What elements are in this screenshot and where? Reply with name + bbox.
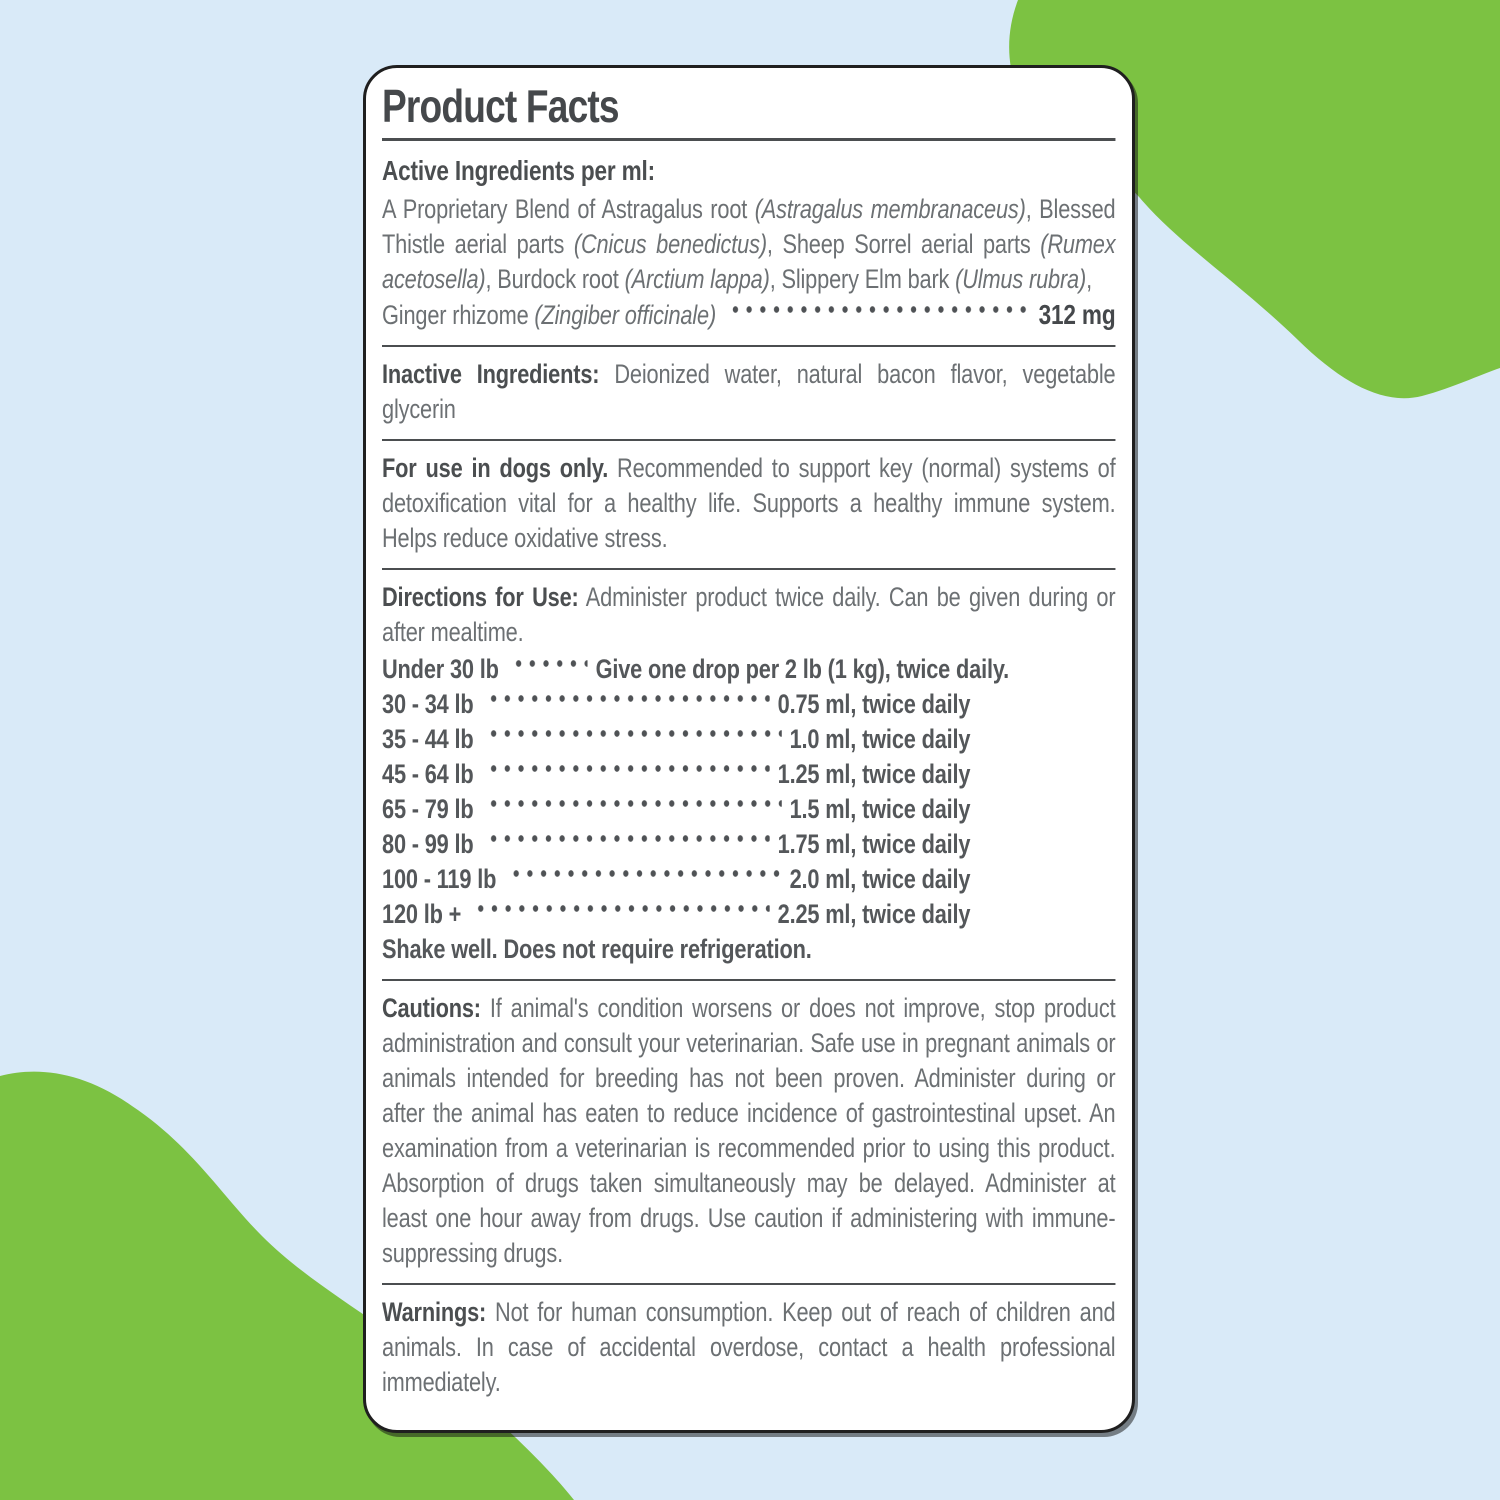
- inactive-ingredients-text: Deionized water, natural bacon flavor, vegetable glycerin: [382, 359, 1116, 425]
- weight-range: 35 - 44 lb: [382, 724, 474, 755]
- active-ingredients-blend: [382, 192, 1115, 297]
- usage-label: For use in dogs only.: [382, 453, 609, 484]
- botanical-name: (Cnicus benedictus): [573, 229, 767, 260]
- dose-value: Give one drop per 2 lb (1 kg), twice daily.: [595, 654, 1010, 685]
- dosage-row: [382, 652, 1115, 687]
- botanical-name: (Ulmus rubra): [955, 264, 1087, 295]
- dose-value: 1.5 ml, twice daily: [789, 794, 971, 825]
- dose-value: 0.75 ml, twice daily: [777, 689, 971, 720]
- warnings-label: Warnings:: [382, 1297, 487, 1328]
- directions-intro-text: Administer product twice daily. Can be given during or after mealtime.: [382, 582, 1116, 648]
- weight-range: 120 lb +: [382, 899, 462, 930]
- weight-range: 30 - 34 lb: [382, 689, 474, 720]
- blend-text: , Blessed Thistle aerial parts: [382, 194, 1116, 260]
- title-rule: [382, 138, 1115, 141]
- botanical-name: (Zingiber officinale): [534, 300, 717, 331]
- section-divider: [382, 1283, 1115, 1285]
- blend-text: , Sheep Sorrel aerial parts: [766, 229, 1041, 260]
- dosage-table: [382, 652, 1115, 932]
- section-divider: [382, 345, 1115, 347]
- dot-leader: [483, 757, 769, 792]
- blend-text: Ginger rhizome: [382, 300, 535, 331]
- dosage-row: [382, 687, 1115, 722]
- weight-range: 80 - 99 lb: [382, 829, 474, 860]
- weight-range: 100 - 119 lb: [382, 864, 497, 895]
- panel-title: Product Facts: [382, 80, 619, 132]
- shake-well-note: Shake well. Does not require refrigeration.: [382, 934, 812, 965]
- active-ingredients-heading: Active Ingredients per ml:: [382, 155, 655, 187]
- section-divider: [382, 979, 1115, 981]
- cautions-label: Cautions:: [382, 993, 481, 1024]
- botanical-name: (Arctium lappa): [624, 264, 770, 295]
- dot-leader: [508, 652, 587, 687]
- amount-row-label: [382, 298, 716, 333]
- dosage-row: [382, 792, 1115, 827]
- weight-range: 65 - 79 lb: [382, 794, 474, 825]
- dot-leader: [483, 792, 781, 827]
- section-divider: [382, 439, 1115, 441]
- section-directions: [382, 580, 1115, 967]
- active-amount-value: 312 mg: [1038, 299, 1116, 331]
- inactive-ingredients-paragraph: [382, 357, 1115, 427]
- warnings-paragraph: [382, 1295, 1115, 1400]
- active-amount-row: [382, 297, 1115, 333]
- usage-paragraph: [382, 451, 1115, 556]
- blend-text: ,: [1086, 264, 1092, 295]
- dose-value: 1.0 ml, twice daily: [789, 724, 971, 755]
- warnings-text: Not for human consumption. Keep out of reach of children and animals. In case of accidental overdose, contact a health professional immediately.: [382, 1297, 1116, 1398]
- cautions-text: If animal's condition worsens or does not improve, stop product administration and consult your veterinarian. Safe use in pregnant animals or animals intended for breeding has not been proven. Administer during or after the animal has eaten to reduce incidence of gastrointestinal upset. An examination from a veterinarian is recommended prior to using this product. Absorption of drugs taken simultaneously may be delayed. Administer at least one hour away from drugs. Use caution if administering with immune-suppressing drugs.: [382, 993, 1116, 1269]
- dot-leader: [483, 722, 781, 757]
- dosage-row: [382, 827, 1115, 862]
- dot-leader: [471, 897, 770, 932]
- dose-value: 2.0 ml, twice daily: [789, 864, 971, 895]
- blend-text: , Burdock root: [485, 264, 625, 295]
- usage-text: Recommended to support key (normal) systems of detoxification vital for a healthy life. Supports a healthy immune system. Helps reduce oxidative stress.: [382, 453, 1116, 554]
- cautions-paragraph: [382, 991, 1115, 1271]
- blend-text: A Proprietary Blend of Astragalus root: [382, 194, 755, 225]
- directions-label: Directions for Use:: [382, 582, 579, 613]
- dosage-row: [382, 862, 1115, 897]
- botanical-name: (Rumex acetosella): [382, 229, 1116, 295]
- dosage-row: [382, 897, 1115, 932]
- dose-value: 1.25 ml, twice daily: [777, 759, 971, 790]
- product-facts-panel: [363, 65, 1135, 1433]
- dot-leader: [483, 687, 769, 722]
- dose-value: 2.25 ml, twice daily: [777, 899, 971, 930]
- dot-leader: [726, 297, 1031, 333]
- dosage-row: [382, 722, 1115, 757]
- inactive-ingredients-label: Inactive Ingredients:: [382, 359, 600, 390]
- weight-range: Under 30 lb: [382, 654, 499, 685]
- weight-range: 45 - 64 lb: [382, 759, 474, 790]
- dot-leader: [506, 862, 782, 897]
- dosage-row: [382, 757, 1115, 792]
- section-divider: [382, 568, 1115, 570]
- section-active-ingredients: [382, 153, 1115, 333]
- botanical-name: (Astragalus membranaceus): [754, 194, 1026, 225]
- panel-content: [382, 82, 1115, 1400]
- blend-text: , Slippery Elm bark: [769, 264, 956, 295]
- dot-leader: [483, 827, 769, 862]
- dose-value: 1.75 ml, twice daily: [777, 829, 971, 860]
- directions-paragraph: [382, 580, 1115, 650]
